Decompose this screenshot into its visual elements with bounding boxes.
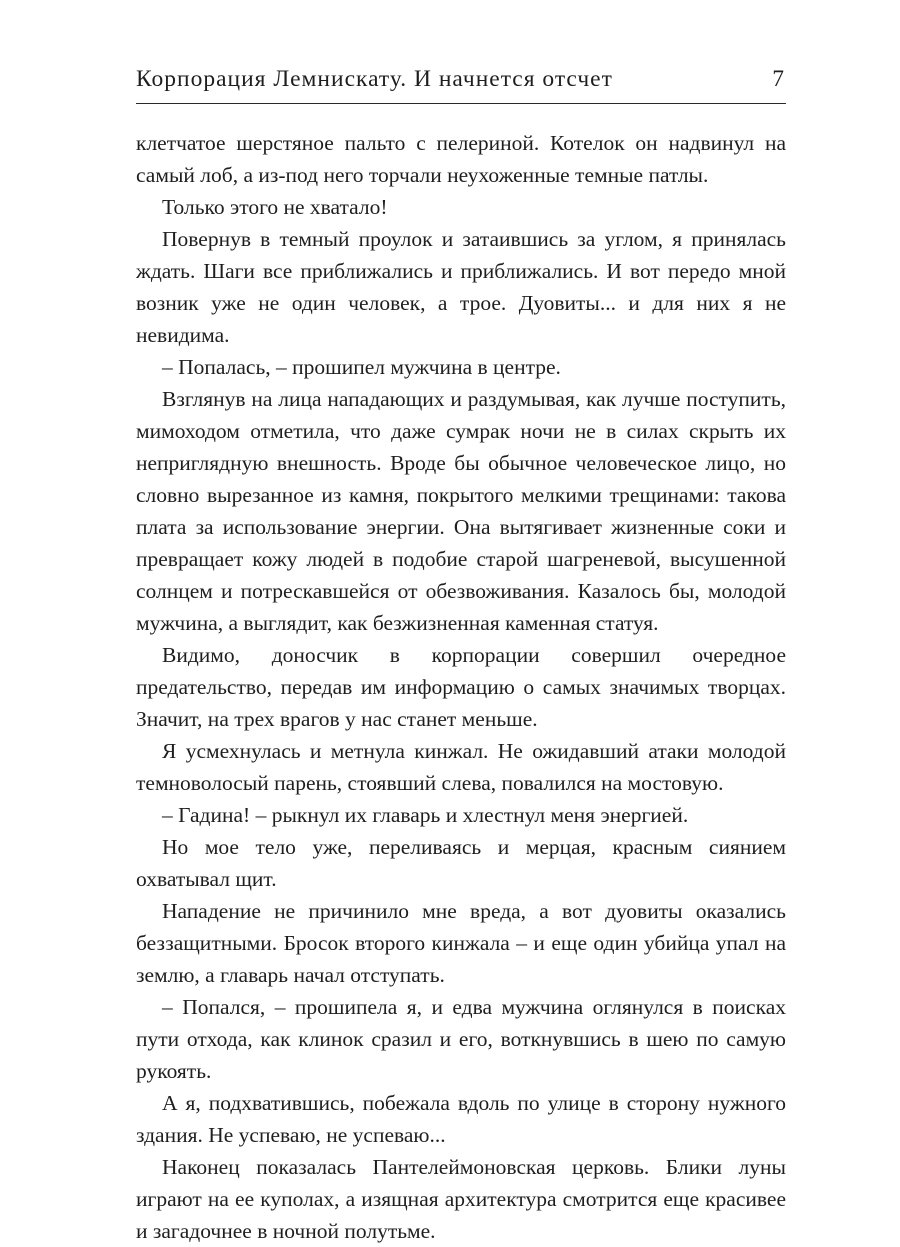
paragraph: Нападение не причинило мне вреда, а вот дуовиты оказались беззащитными. Бросок второго кинжала – и еще один убийца упал на землю, а главарь начал отступать.: [136, 899, 786, 987]
paragraph: Но мое тело уже, переливаясь и мерцая, красным сиянием охватывал щит.: [136, 835, 786, 891]
paragraph: Повернув в темный проулок и затаившись за углом, я принялась ждать. Шаги все приближались и приближались. И вот передо мной возник уже не один человек, а трое. Дуовиты... и для них я не невидима.: [136, 227, 786, 347]
running-header: [136, 62, 786, 104]
paragraph: Только этого не хватало!: [162, 195, 388, 219]
running-header-title: Корпорация Лемнискату. И начнется отсчет: [136, 66, 613, 92]
paragraph-continued: клетчатое шерстяное пальто с пелериной. Котелок он надвинул на самый лоб, а из-под него торчали неухоженные темные патлы.: [136, 131, 786, 187]
paragraph: Взглянув на лица нападающих и раздумывая, как лучше поступить, мимоходом отметила, что даже сумрак ночи не в силах скрыть их неприглядную внешность. Вроде бы обычное человеческое лицо, но словно вырезанное из камня, покрытого мелкими трещинами: такова плата за использование энергии. Она вытягивает жизненные соки и превращает кожу людей в подобие старой шагреневой, высушенной солнцем и потрескавшейся от обезвоживания. Казалось бы, молодой мужчина, а выглядит, как безжизненная каменная статуя.: [136, 387, 786, 635]
paragraph: А я, подхватившись, побежала вдоль по улице в сторону нужного здания. Не успеваю, не успеваю...: [136, 1091, 786, 1147]
dialogue-line: – Попалась, – прошипел мужчина в центре.: [162, 355, 561, 379]
paragraph: Наконец показалась Пантелеймоновская церковь. Блики луны играют на ее куполах, а изящная архитектура смотрится еще красивее и загадочнее в ночной полутьме.: [136, 1155, 786, 1243]
paragraph: Видимо, доносчик в корпорации совершил очередное предательство, передав им информацию о самых значимых творцах. Значит, на трех врагов у нас станет меньше.: [136, 643, 786, 731]
page-number: 7: [772, 66, 784, 92]
dialogue-line: – Гадина! – рыкнул их главарь и хлестнул меня энергией.: [162, 803, 689, 827]
body-text: [136, 127, 786, 1247]
dialogue-line: – Попался, – прошипела я, и едва мужчина оглянулся в поисках пути отхода, как клинок сразил и его, воткнувшись в шею по самую рукоять.: [136, 995, 786, 1083]
paragraph: Я усмехнулась и метнула кинжал. Не ожидавший атаки молодой темноволосый парень, стоявший слева, повалился на мостовую.: [136, 739, 786, 795]
